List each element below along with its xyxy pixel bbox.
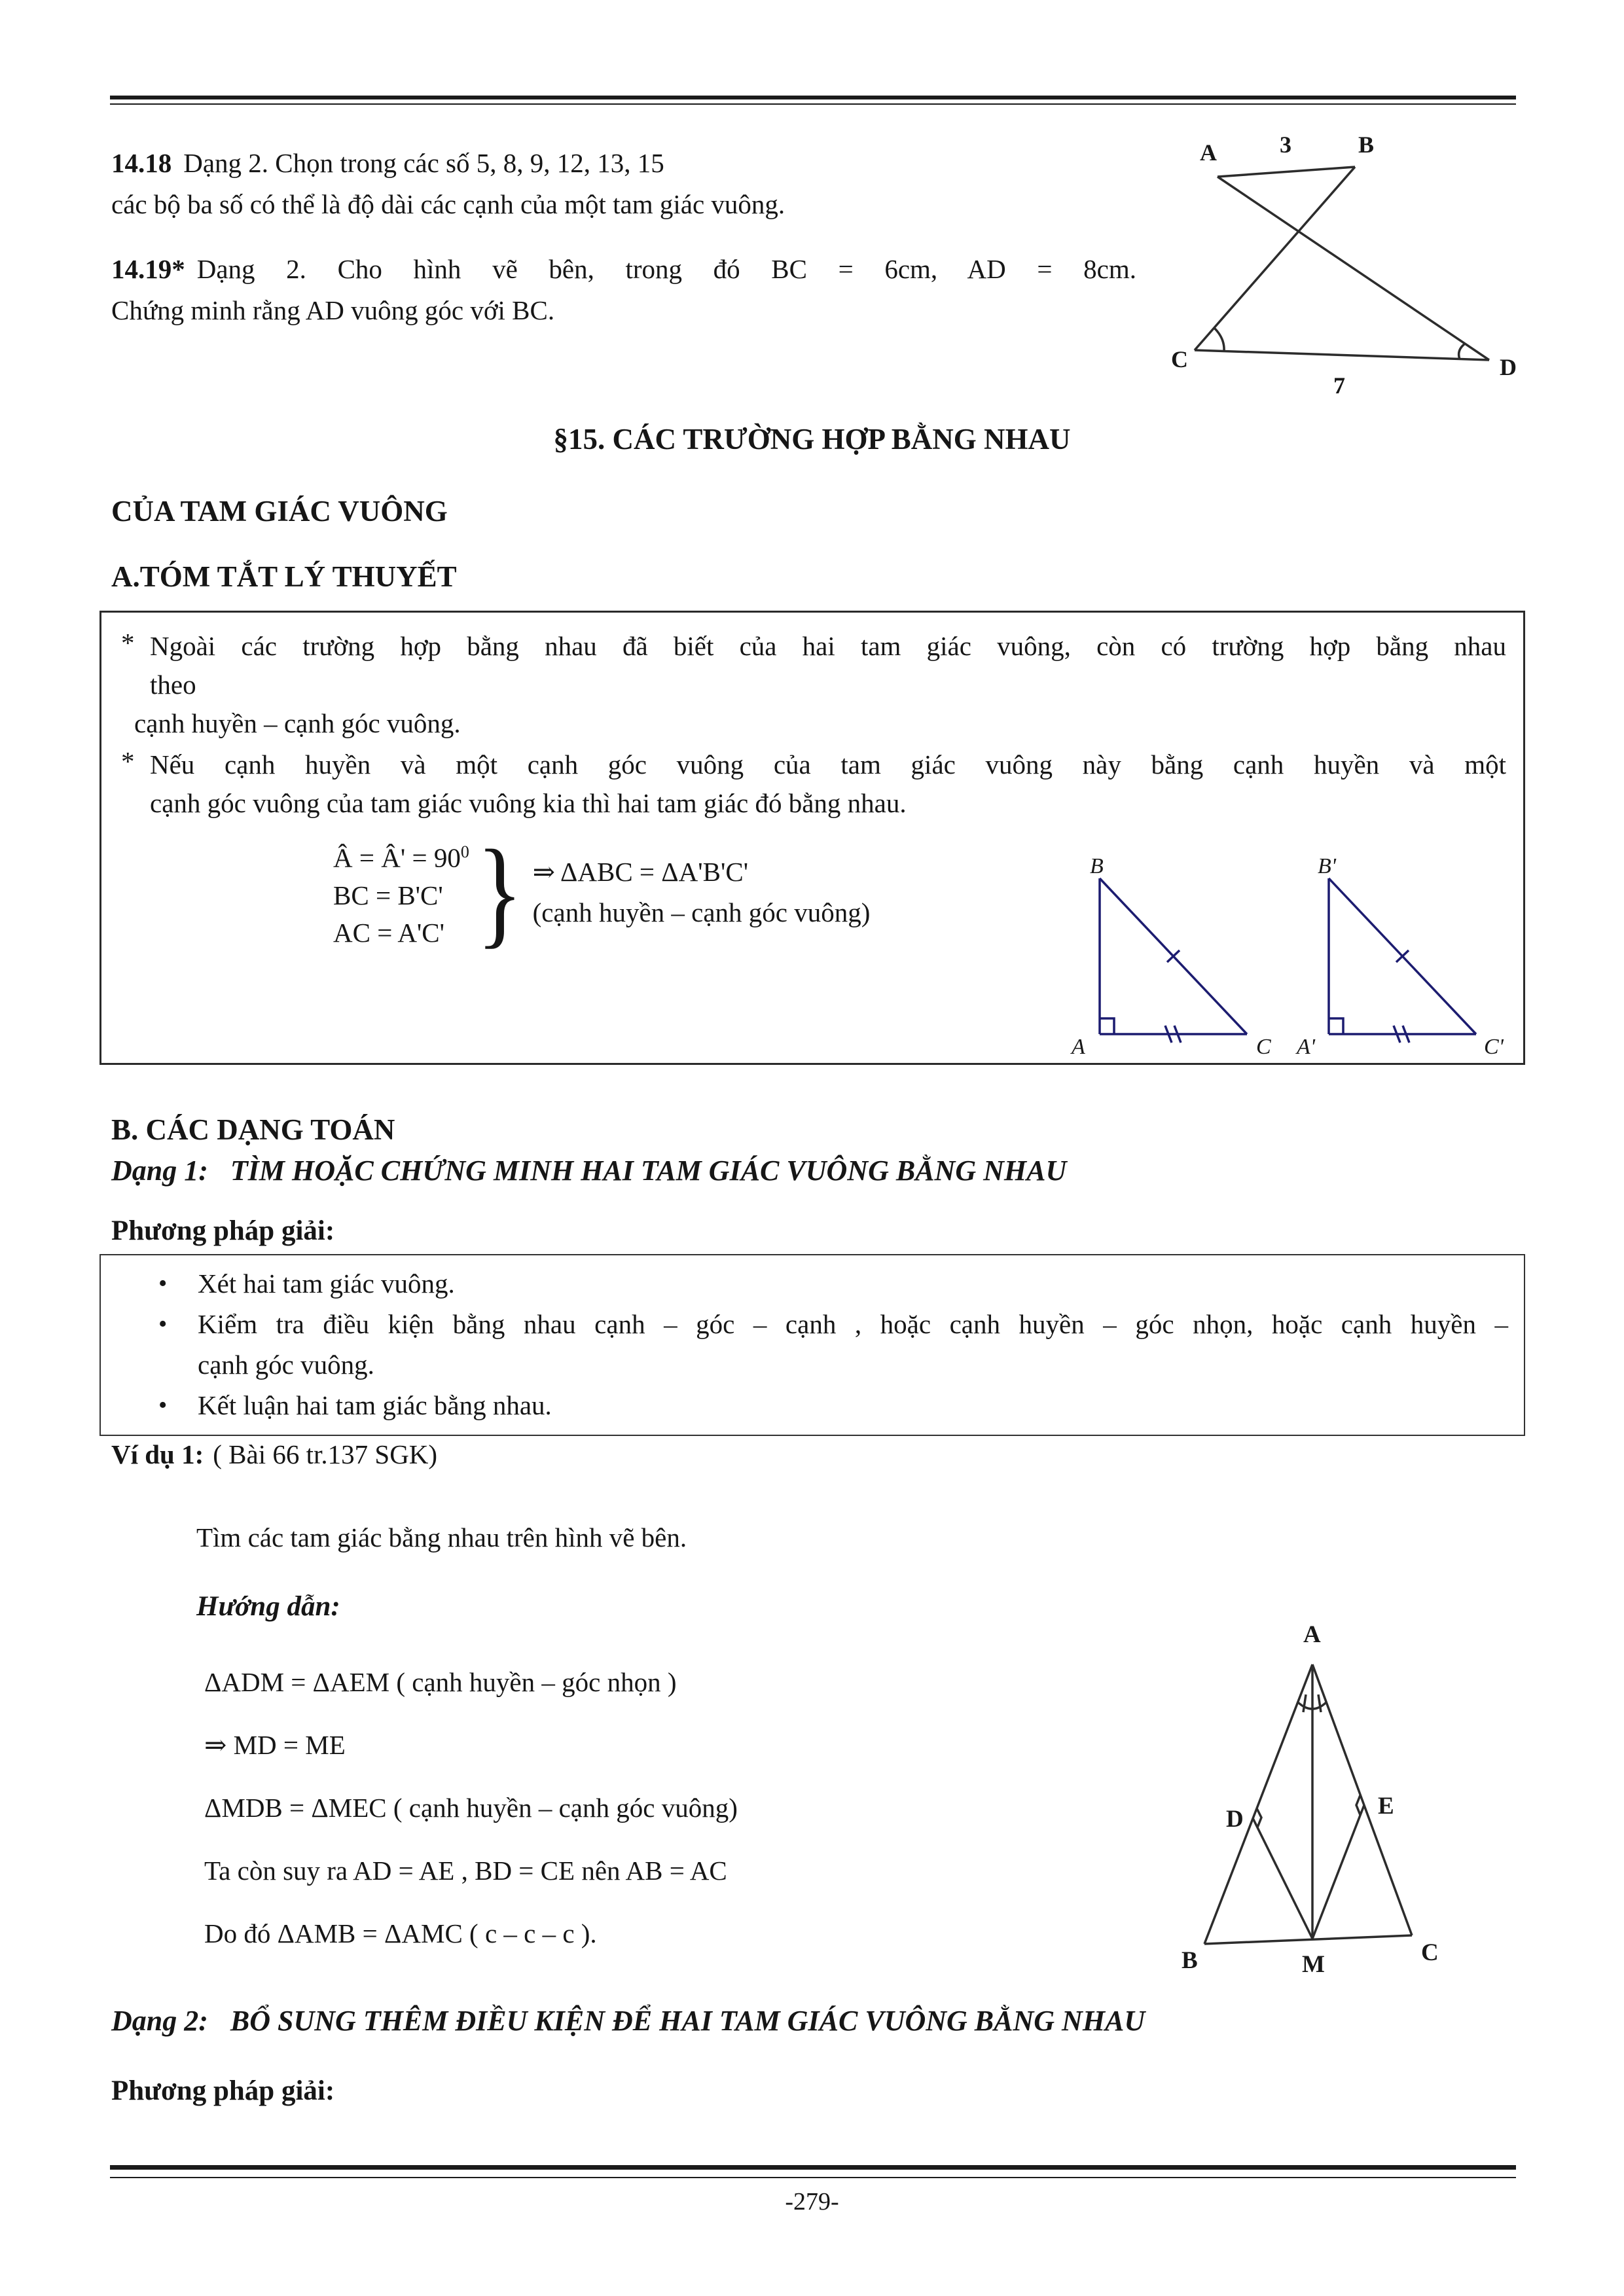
example-1-heading [111, 1439, 437, 1470]
dang-1-label: Dạng 1: [111, 1155, 208, 1187]
math-line-angle: Â = Â' = $90^0$ [333, 842, 469, 873]
vertex-label-C-prime: C' [1484, 1035, 1504, 1058]
section-title: §15. CÁC TRƯỜNG HỢP BẰNG NHAU [553, 423, 1071, 456]
exercise-text: các bộ ba số có thể là độ dài các cạnh của một tam giác vuông. [111, 189, 785, 219]
page-number: -279- [785, 2188, 839, 2215]
solution-line: Do đó ΔAMB = ΔAMC ( c – c – c ). [204, 1918, 597, 1948]
dang-1-title: TÌM HOẶC CHỨNG MINH HAI TAM GIÁC VUÔNG BẰNG NHAU [230, 1155, 1067, 1187]
theory-item-1 [117, 627, 1506, 743]
dang-2-label: Dạng 2: [111, 2005, 208, 2037]
part-a-heading: A.TÓM TẮT LÝ THUYẾT [111, 560, 457, 593]
method-item [101, 1385, 1508, 1426]
vertex-label-A: A [1072, 1035, 1085, 1058]
exercise-text: Dạng 2. Cho hình vẽ bên, trong đó BC = 6cm, AD = 8cm. [196, 254, 1136, 284]
solution-guide-heading: Hướng dẫn: [196, 1591, 340, 1622]
vertex-label-C: C [1421, 1939, 1439, 1966]
triangle-abc [1100, 878, 1247, 1043]
vertex-label-A: A [1200, 139, 1217, 166]
top-rule-thin [110, 103, 1516, 105]
theory-text: cạnh huyền – cạnh góc vuông. [134, 708, 461, 738]
solution-block [204, 1651, 738, 1965]
vertex-label-A-prime: A' [1297, 1035, 1316, 1058]
method-text: Xét hai tam giác vuông. [198, 1268, 455, 1299]
theory-item-2 [117, 745, 1506, 823]
vertex-label-A: A [1303, 1621, 1321, 1648]
bullet-marker: • [158, 1270, 168, 1297]
figure-example-1-triangle [1175, 1613, 1483, 1996]
example-1-reference: ( Bài 66 tr.137 SGK) [213, 1439, 438, 1469]
exercise-text: Chứng minh rằng AD vuông góc với BC. [111, 295, 555, 325]
method-heading: Phương pháp giải: [111, 1215, 335, 1246]
solution-line: Ta còn suy ra AD = AE , BD = CE nên AB = AC [204, 1856, 727, 1886]
top-rule-thick [110, 96, 1516, 99]
method-item [101, 1263, 1508, 1304]
theory-math-block [333, 825, 1138, 960]
method-item [101, 1304, 1508, 1385]
bottom-rule-thin [110, 2177, 1516, 2178]
bullet-marker: • [158, 1310, 168, 1338]
vertex-label-B: B [1090, 859, 1104, 878]
example-1-statement: Tìm các tam giác bằng nhau trên hình vẽ bên. [196, 1522, 687, 1552]
point-label-D: D [1226, 1806, 1244, 1833]
vertex-label-D: D [1500, 354, 1517, 380]
dang-1-heading [111, 1154, 1066, 1187]
dang-2-title: BỔ SUNG THÊM ĐIỀU KIỆN ĐỂ HAI TAM GIÁC VUÔNG BẰNG NHAU [230, 2005, 1146, 2037]
figure-lines [1195, 167, 1489, 360]
math-conclusion-note: (cạnh huyền – cạnh góc vuông) [532, 897, 871, 928]
vertex-label-B-prime: B' [1318, 859, 1337, 878]
method-2-heading: Phương pháp giải: [111, 2075, 335, 2106]
star-marker: * [121, 628, 135, 658]
vertex-label-B: B [1358, 132, 1375, 158]
theory-text: Ngoài các trường hợp bằng nhau đã biết của hai tam giác vuông, còn có trường hợp bằng nhau [150, 631, 1506, 661]
math-line-leg: AC = A'C' [333, 917, 445, 948]
vertex-label-B: B [1182, 1947, 1198, 1974]
segment-label-3: 3 [1280, 132, 1291, 158]
method-text: Kết luận hai tam giác bằng nhau. [198, 1390, 552, 1420]
dang-2-heading [111, 2004, 1145, 2037]
section-subtitle: CỦA TAM GIÁC VUÔNG [111, 495, 448, 528]
theory-text: Nếu cạnh huyền và một cạnh góc vuông của tam giác vuông này bằng cạnh huyền và một [150, 749, 1506, 780]
theory-text: theo [150, 670, 196, 700]
figure-exercise-14-19 [1149, 121, 1528, 409]
exercise-number: 14.19* [111, 254, 185, 284]
segment-label-7: 7 [1333, 372, 1345, 399]
exercise-text: Dạng 2. Chọn trong các số 5, 8, 9, 12, 13, 15 [183, 148, 664, 178]
star-marker: * [121, 746, 135, 776]
exercise-14-19 [111, 249, 1136, 331]
math-line-hypotenuse: BC = B'C' [333, 880, 443, 910]
solution-line: ΔADM = ΔAEM ( cạnh huyền – góc nhọn ) [204, 1667, 677, 1697]
curly-brace: } [476, 825, 523, 960]
solution-line: ΔMDB = ΔMEC ( cạnh huyền – cạnh góc vuông) [204, 1793, 738, 1823]
triangle-a-prime-b-prime-c-prime [1329, 878, 1476, 1043]
bottom-rule-thick [110, 2165, 1516, 2170]
superscript-zero: 0 [460, 842, 469, 861]
solution-line: ⇒ MD = ME [204, 1730, 346, 1760]
method-text: Kiểm tra điều kiện bằng nhau cạnh – góc – cạnh , hoặc cạnh huyền – góc nhọn, hoặc cạnh huyền – [198, 1309, 1508, 1339]
point-label-E: E [1378, 1793, 1394, 1820]
method-text: cạnh góc vuông. [198, 1350, 374, 1380]
math-conclusion: ⇒ ΔABC = ΔA'B'C' [532, 857, 749, 888]
bullet-marker: • [158, 1391, 168, 1419]
vertex-label-C: C [1256, 1035, 1271, 1058]
part-b-heading: B. CÁC DẠNG TOÁN [111, 1113, 395, 1146]
point-label-M: M [1302, 1951, 1325, 1978]
method-box [99, 1254, 1525, 1436]
exercise-14-18 [111, 143, 1159, 225]
example-1-label: Ví dụ 1: [111, 1439, 204, 1469]
vertex-label-C: C [1171, 346, 1188, 372]
theory-text: cạnh góc vuông của tam giác vuông kia thì hai tam giác đó bằng nhau. [150, 788, 907, 818]
figure-congruent-right-triangles [1044, 859, 1509, 1058]
exercise-number: 14.18 [111, 148, 172, 178]
